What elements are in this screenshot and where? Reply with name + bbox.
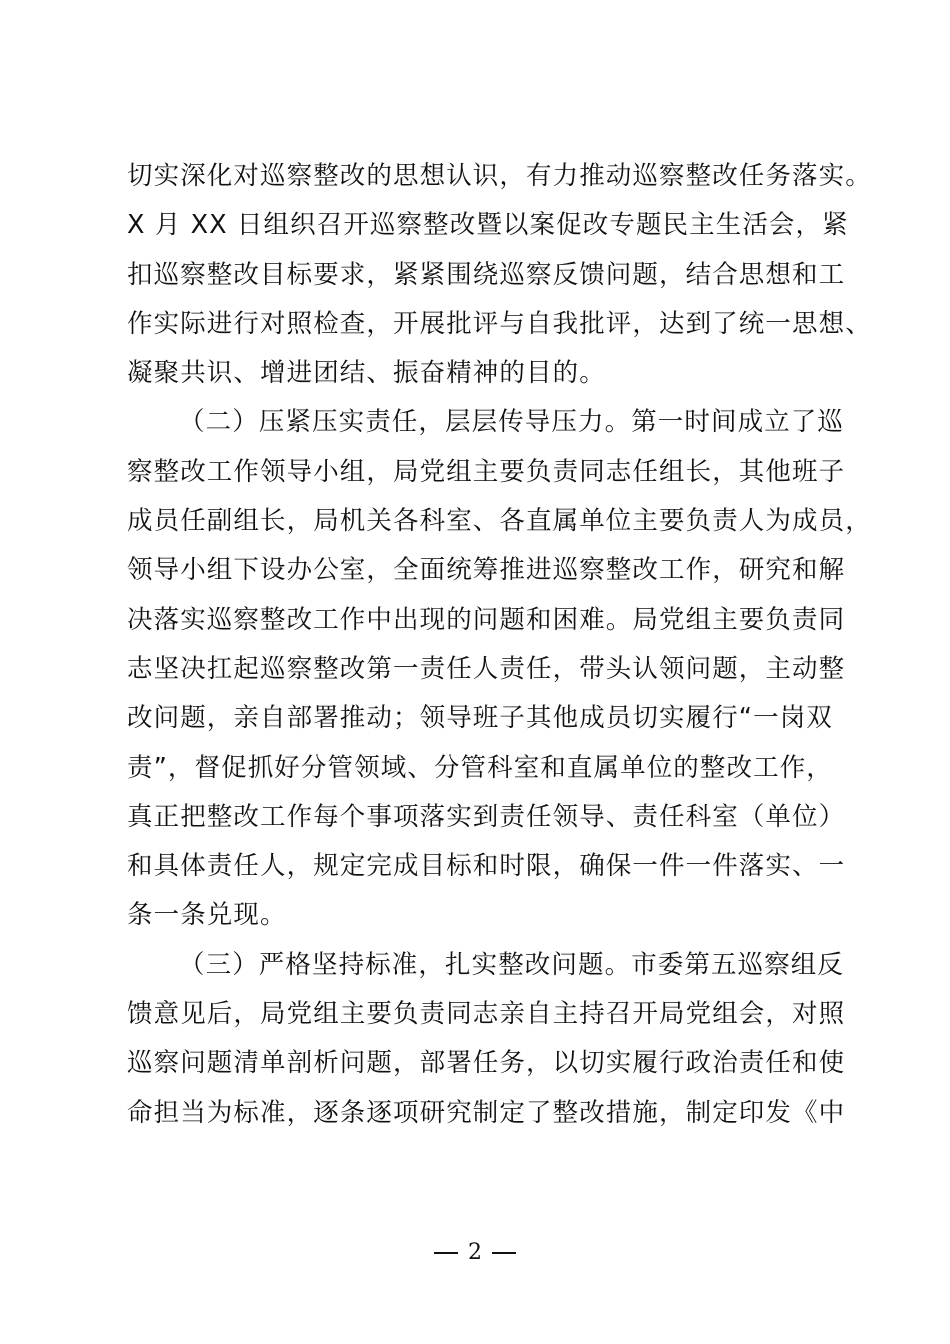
text-line: 条一条兑现。 (127, 900, 287, 931)
text-line: 察整改工作领导小组，局党组主要负责同志任组长，其他班子 (127, 456, 846, 487)
section-heading-line: （二）压紧压实责任，层层传导压力。第一时间成立了巡 (179, 407, 845, 438)
text-line: 志坚决扛起巡察整改第一责任人责任，带头认领问题，主动整 (127, 653, 846, 684)
text-line: 凝聚共识、增进团结、振奋精神的目的。 (127, 358, 606, 389)
footer-right-dash (492, 1252, 516, 1254)
text-line: 作实际进行对照检查，开展批评与自我批评，达到了统一思想、 (127, 308, 872, 339)
text-line: 决落实巡察整改工作中出现的问题和困难。局党组主要负责同 (127, 604, 846, 635)
text-line: 切实深化对巡察整改的思想认识，有力推动巡察整改任务落实。 (127, 161, 872, 191)
section-heading-line: （三）严格坚持标准，扎实整改问题。市委第五巡察组反 (179, 949, 845, 980)
text-line: X 月 XX 日组织召开巡察整改暨以案促改专题民主生活会，紧 (127, 210, 849, 241)
text-line: 改问题，亲自部署推动；领导班子其他成员切实履行“一岗双 (127, 703, 833, 734)
text-line: 责”，督促抓好分管领域、分管科室和直属单位的整改工作， (127, 752, 833, 783)
text-line: 命担当为标准，逐条逐项研究制定了整改措施，制定印发《中 (127, 1097, 846, 1128)
text-line: 巡察问题清单剖析问题，部署任务，以切实履行政治责任和使 (127, 1048, 846, 1079)
text-line: 和具体责任人，规定完成目标和时限，确保一件一件落实、一 (127, 851, 846, 882)
footer-left-dash (434, 1252, 458, 1254)
text-line: 成员任副组长，局机关各科室、各直属单位主要负责人为成员， (127, 506, 872, 537)
page-footer (0, 1237, 950, 1269)
text-line: 扣巡察整改目标要求，紧紧围绕巡察反馈问题，结合思想和工 (127, 259, 846, 290)
text-line: 馈意见后，局党组主要负责同志亲自主持召开局党组会，对照 (127, 999, 846, 1030)
text-line: 领导小组下设办公室，全面统筹推进巡察整改工作，研究和解 (127, 555, 846, 586)
body-text (127, 152, 872, 1138)
page-number: 2 (468, 1240, 482, 1265)
text-line: 真正把整改工作每个事项落实到责任领导、责任科室（单位） (127, 801, 846, 832)
